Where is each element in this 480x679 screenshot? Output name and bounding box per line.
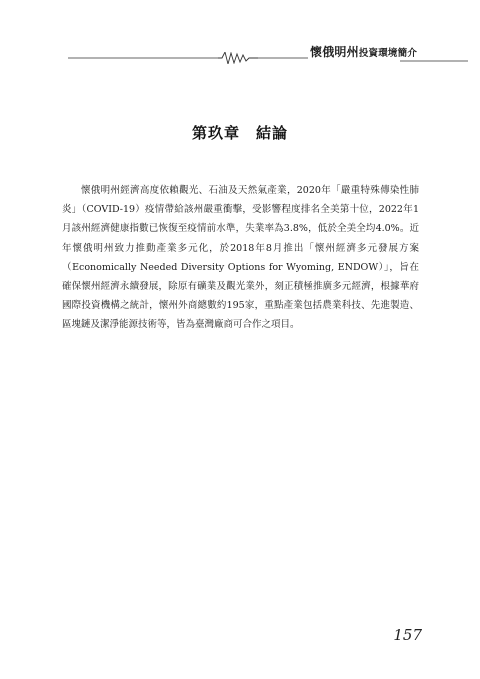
header-title-sub: 投資環境簡介 bbox=[358, 48, 418, 59]
header-title-main: 懷俄明州 bbox=[310, 45, 359, 59]
chapter-title: 第玖章 結論 bbox=[191, 124, 288, 142]
running-header-title bbox=[310, 41, 418, 59]
page-number: 157 bbox=[393, 626, 422, 644]
body-paragraph: 懷俄明州經濟高度依賴觀光、石油及天然氣產業，2020年「嚴重特殊傳染性肺炎」（COVID-19）疫情帶給該州嚴重衝擊，受影響程度排名全美第十位，2022年1月該州經濟健康指數已恢復至疫情前水準，失業率為3.8%，低於全美全均4.0%。近年懷俄明州致力推動產業多元化，於2018年8月推出「懷州經濟多元發展方案（Economically Needed Diversity Options for Wyoming, ENDOW）」，旨在確保懷州經濟永續發展，除原有礦業及觀光業外，刻正積極推廣多元經濟，根據華府國際投資機構之統計，懷州外商總數約195家，重點產業包括農業科技、先進製造、區塊鏈及潔淨能源技術等，皆為臺灣廠商可合作之項目。 bbox=[62, 185, 419, 331]
